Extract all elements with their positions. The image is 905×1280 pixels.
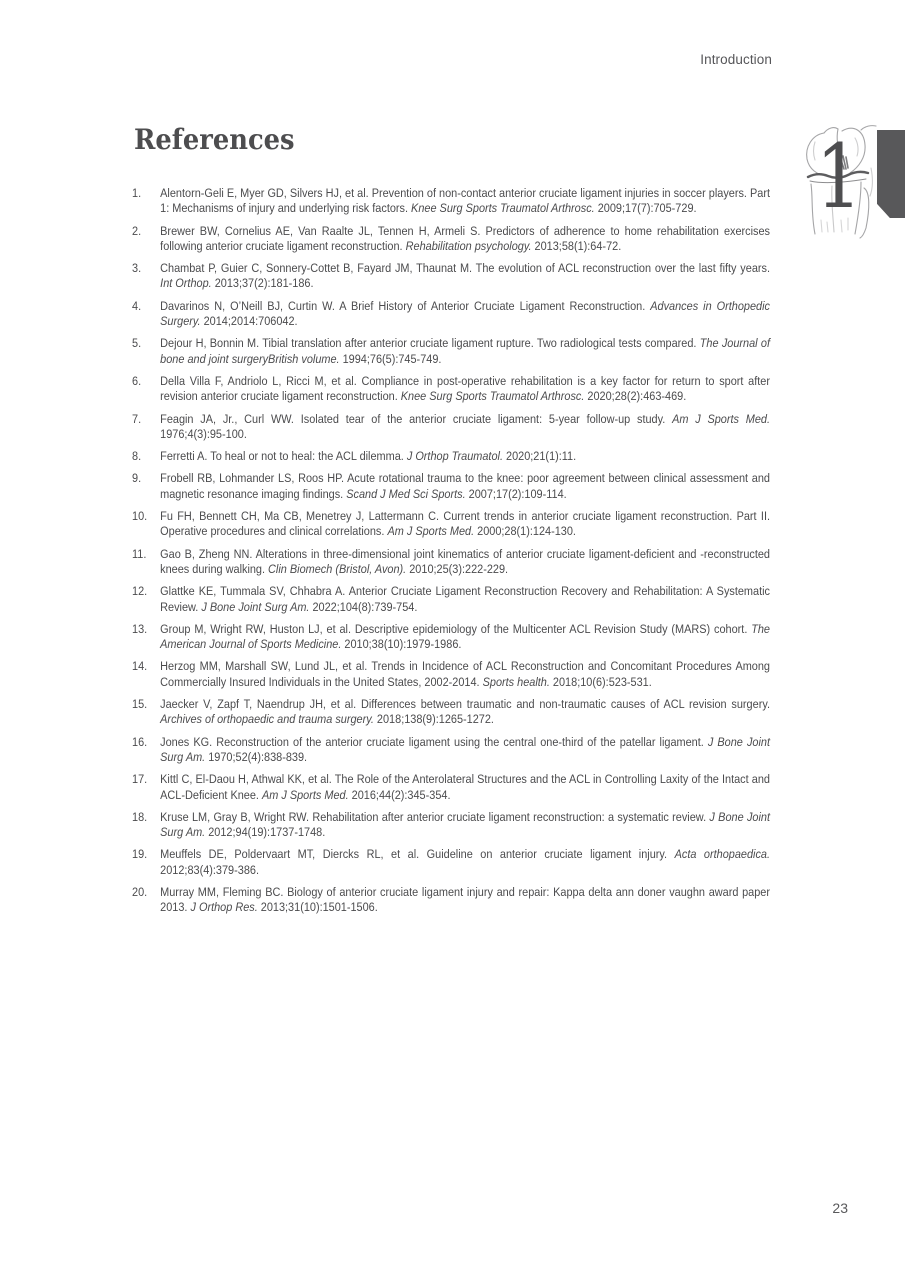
reference-journal: Am J Sports Med. bbox=[387, 524, 475, 539]
reference-journal: Knee Surg Sports Traumatol Arthrosc. bbox=[400, 389, 585, 404]
reference-number: 17. bbox=[132, 772, 148, 787]
reference-journal: Clin Biomech (Bristol, Avon). bbox=[268, 561, 407, 576]
reference-text: Kittl C, El-Daou H, Athwal KK, et al. The Role of the Anterolateral Structures and the ACL in Controlling Laxity of the Intact and ACL-Deficient Knee. Am J Sports Med. 2016;44(2):345-354. bbox=[160, 772, 770, 802]
reference-journal: J Orthop Res. bbox=[190, 900, 258, 915]
reference-text: Ferretti A. To heal or not to heal: the ACL dilemma. J Orthop Traumatol. 2020;21(1):11. bbox=[160, 449, 577, 464]
reference-item bbox=[132, 261, 770, 292]
reference-journal: Sports health. bbox=[482, 674, 550, 689]
reference-number: 6. bbox=[132, 373, 142, 388]
reference-item bbox=[132, 336, 770, 367]
reference-item bbox=[132, 622, 770, 653]
reference-text: Chambat P, Guier C, Sonnery-Cottet B, Fayard JM, Thaunat M. The evolution of ACL reconstruction over the last fifty years. Int Orthop. 2013;37(2):181-186. bbox=[160, 261, 770, 291]
reference-text: Gao B, Zheng NN. Alterations in three-dimensional joint kinematics of anterior cruciate ligament-deficient and -reconstructed knees during walking. Clin Biomech (Bristol, Avon). 2010;25(3):222-229. bbox=[160, 546, 770, 576]
chapter-number: 1 bbox=[816, 124, 862, 228]
chapter-tab bbox=[877, 130, 905, 218]
references-list bbox=[132, 186, 770, 923]
reference-number: 11. bbox=[132, 546, 147, 561]
reference-journal: Scand J Med Sci Sports. bbox=[346, 486, 466, 501]
reference-item bbox=[132, 449, 770, 464]
reference-number: 12. bbox=[132, 584, 148, 599]
reference-text: Brewer BW, Cornelius AE, Van Raalte JL, Tennen H, Armeli S. Predictors of adherence to home rehabilitation exercises following anterior cruciate ligament reconstruction. Rehabilitation psychology. 2013;58(1):64-72. bbox=[160, 223, 770, 253]
reference-text: Feagin JA, Jr., Curl WW. Isolated tear of the anterior cruciate ligament: 5-year follow-up study. Am J Sports Med. 1976;4(3):95-100. bbox=[160, 411, 770, 441]
reference-number: 8. bbox=[132, 449, 142, 464]
reference-text: Herzog MM, Marshall SW, Lund JL, et al. Trends in Incidence of ACL Reconstruction and Concomitant Procedures Among Commercially Insured Individuals in the United States, 2002-2014. Sports health. 2018;10(6):523-531. bbox=[160, 659, 770, 689]
reference-item bbox=[132, 584, 770, 615]
page-number: 23 bbox=[832, 1200, 848, 1216]
reference-item bbox=[132, 735, 770, 766]
reference-journal: Archives of orthopaedic and trauma surgery. bbox=[160, 712, 374, 727]
reference-item bbox=[132, 412, 770, 443]
knee-illustration-icon bbox=[797, 122, 881, 240]
reference-journal: Advances in Orthopedic Surgery. bbox=[160, 298, 770, 329]
reference-number: 2. bbox=[132, 223, 142, 238]
reference-item bbox=[132, 697, 770, 728]
reference-text: Frobell RB, Lohmander LS, Roos HP. Acute rotational trauma to the knee: poor agreement between clinical assessment and magnetic resonance imaging findings. Scand J Med Sci Sports. 2007;17(2):109-114. bbox=[160, 471, 770, 501]
reference-text: Jones KG. Reconstruction of the anterior cruciate ligament using the central one-third of the patellar ligament. J Bone Joint Surg Am. 1970;52(4):838-839. bbox=[160, 734, 770, 764]
reference-text: Kruse LM, Gray B, Wright RW. Rehabilitation after anterior cruciate ligament reconstruction: a systematic review. J Bone Joint Surg Am. 2012;94(19):1737-1748. bbox=[160, 809, 770, 840]
page-title: References bbox=[134, 123, 295, 156]
reference-number: 4. bbox=[132, 298, 142, 313]
reference-journal: The American Journal of Sports Medicine. bbox=[160, 621, 770, 652]
reference-journal: Am J Sports Med. bbox=[261, 787, 349, 802]
reference-number: 1. bbox=[132, 186, 142, 200]
reference-item bbox=[132, 374, 770, 405]
reference-number: 14. bbox=[132, 659, 148, 674]
reference-journal: The Journal of bone and joint surgeryBritish volume. bbox=[160, 336, 770, 366]
chapter-marker bbox=[797, 122, 881, 240]
reference-number: 19. bbox=[132, 847, 148, 862]
reference-number: 3. bbox=[132, 261, 142, 276]
reference-text: Fu FH, Bennett CH, Ma CB, Menetrey J, Lattermann C. Current trends in anterior cruciate ligament reconstruction. Part II. Operative procedures and clinical correlations. Am J Sports Med. 2000;28(1):124-130. bbox=[160, 509, 770, 539]
reference-text: Dejour H, Bonnin M. Tibial translation after anterior cruciate ligament rupture. Two radiological tests compared. The Journal of bone and joint surgeryBritish volume. 1994;76(5):745-749. bbox=[160, 336, 770, 366]
reference-item bbox=[132, 847, 770, 878]
reference-item bbox=[132, 186, 770, 217]
reference-item bbox=[132, 471, 770, 502]
reference-item bbox=[132, 509, 770, 540]
reference-item bbox=[132, 885, 770, 916]
reference-journal: Acta orthopaedica. bbox=[674, 847, 770, 862]
reference-text: Glattke KE, Tummala SV, Chhabra A. Anterior Cruciate Ligament Reconstruction Recovery and Rehabilitation: A Systematic Review. J Bone Joint Surg Am. 2022;104(8):739-754. bbox=[160, 584, 770, 614]
reference-journal: Am J Sports Med. bbox=[672, 411, 770, 426]
reference-journal: J Bone Joint Surg Am. bbox=[201, 599, 310, 614]
reference-number: 16. bbox=[132, 734, 148, 749]
reference-journal: Knee Surg Sports Traumatol Arthrosc. bbox=[411, 201, 595, 216]
reference-item bbox=[132, 659, 770, 690]
reference-journal: Rehabilitation psychology. bbox=[405, 238, 532, 253]
reference-item bbox=[132, 299, 770, 330]
reference-text: Murray MM, Fleming BC. Biology of anterior cruciate ligament injury and repair: Kappa delta ann doner vaughn award paper 2013. J Orthop Res. 2013;31(10):1501-1506. bbox=[160, 884, 770, 915]
reference-text: Alentorn-Geli E, Myer GD, Silvers HJ, et al. Prevention of non-contact anterior cruciate ligament injuries in soccer players. Part 1: Mechanisms of injury and underlying risk factors. Knee Surg Sports Traumatol Arthrosc. 2009;17(7):705-729. bbox=[160, 186, 770, 216]
reference-journal: J Bone Joint Surg Am. bbox=[160, 809, 770, 840]
reference-number: 13. bbox=[132, 621, 148, 636]
reference-text: Della Villa F, Andriolo L, Ricci M, et al. Compliance in post-operative rehabilitation is a key factor for return to sport after revision anterior cruciate ligament reconstruction. Knee Surg Sports Traumatol Arthrosc. 2020;28(2):463-469. bbox=[160, 373, 770, 404]
reference-number: 10. bbox=[132, 509, 148, 524]
reference-number: 7. bbox=[132, 411, 142, 426]
reference-item bbox=[132, 810, 770, 841]
reference-item bbox=[132, 772, 770, 803]
reference-text: Meuffels DE, Poldervaart MT, Diercks RL, et al. Guideline on anterior cruciate ligament injury. Acta orthopaedica. 2012;83(4):379-386. bbox=[160, 847, 770, 877]
reference-text: Jaecker V, Zapf T, Naendrup JH, et al. Differences between traumatic and non-traumatic causes of ACL revision surgery. Archives of orthopaedic and trauma surgery. 2018;138(9):1265-1272. bbox=[160, 697, 770, 727]
running-header: Introduction bbox=[700, 52, 772, 67]
reference-journal: Int Orthop. bbox=[160, 276, 212, 291]
reference-item bbox=[132, 547, 770, 578]
reference-number: 9. bbox=[132, 471, 142, 486]
reference-journal: J Bone Joint Surg Am. bbox=[160, 734, 770, 764]
reference-number: 20. bbox=[132, 884, 148, 899]
reference-number: 15. bbox=[132, 697, 148, 712]
reference-text: Group M, Wright RW, Huston LJ, et al. Descriptive epidemiology of the Multicenter ACL Revision Study (MARS) cohort. The American Journal of Sports Medicine. 2010;38(10):1979-1986. bbox=[160, 621, 770, 652]
reference-journal: J Orthop Traumatol. bbox=[406, 449, 503, 464]
reference-number: 18. bbox=[132, 809, 148, 824]
reference-number: 5. bbox=[132, 336, 142, 351]
reference-text: Davarinos N, O’Neill BJ, Curtin W. A Brief History of Anterior Cruciate Ligament Reconstruction. Advances in Orthopedic Surgery. 2014;2014:706042. bbox=[160, 298, 770, 329]
reference-item bbox=[132, 224, 770, 255]
